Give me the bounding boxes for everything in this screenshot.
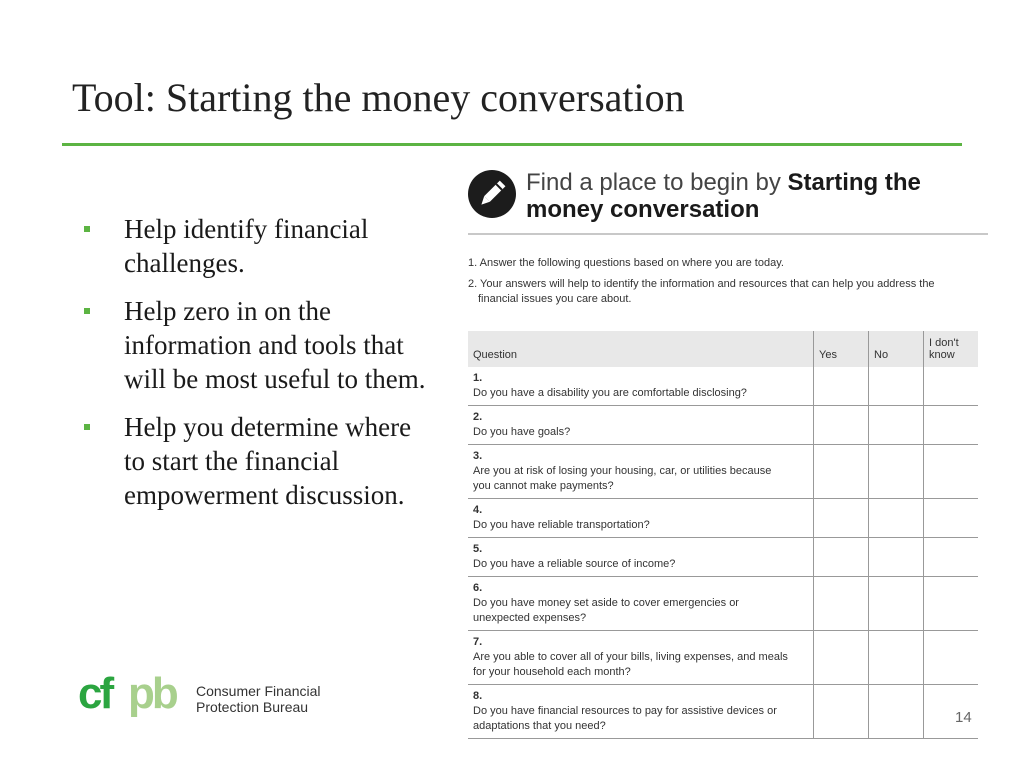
- question-text: Do you have money set aside to cover emergencies or unexpected expenses?: [473, 597, 739, 624]
- table-header-row: [468, 331, 978, 367]
- table-row: [468, 538, 978, 577]
- dont-know-cell: [924, 538, 979, 577]
- bullet-item: Help zero in on the information and tools that will be most useful to them.: [82, 294, 432, 396]
- question-number: 6.: [473, 582, 483, 594]
- bullet-square-icon: [84, 424, 90, 430]
- yes-cell: [814, 538, 869, 577]
- question-number: 8.: [473, 690, 483, 702]
- question-number: 2.: [473, 411, 483, 423]
- question-text: Do you have a reliable source of income?: [473, 558, 676, 570]
- yes-cell: [814, 406, 869, 445]
- question-number: 3.: [473, 450, 483, 462]
- cfpb-logo: [78, 672, 188, 724]
- yes-cell: [814, 631, 869, 685]
- worksheet-divider: [468, 233, 988, 235]
- no-cell: [869, 631, 924, 685]
- table-row: [468, 367, 978, 406]
- table-row: [468, 445, 978, 499]
- dont-know-cell: [924, 406, 979, 445]
- instruction-item: 1. Answer the following questions based on where you are today.: [468, 257, 784, 269]
- column-header-no: No: [869, 331, 924, 367]
- bullet-list: [82, 212, 432, 526]
- question-text: Do you have financial resources to pay for assistive devices or adaptations that you need?: [473, 705, 777, 732]
- bullet-item: Help you determine where to start the financial empowerment discussion.: [82, 410, 432, 512]
- table-row: [468, 685, 978, 739]
- column-header-yes: Yes: [814, 331, 869, 367]
- bullet-square-icon: [84, 308, 90, 314]
- column-header-dont-know: I don't know: [924, 331, 979, 367]
- question-number: 4.: [473, 504, 483, 516]
- no-cell: [869, 685, 924, 739]
- yes-cell: [814, 685, 869, 739]
- table-row: [468, 631, 978, 685]
- table-row: [468, 577, 978, 631]
- bullet-item: Help identify financial challenges.: [82, 212, 432, 280]
- no-cell: [869, 367, 924, 406]
- pencil-icon: [468, 170, 516, 218]
- page-number: 14: [955, 709, 972, 726]
- slide-title: Tool: Starting the money conversation: [72, 75, 685, 120]
- question-text: Do you have goals?: [473, 426, 571, 438]
- dont-know-cell: [924, 499, 979, 538]
- question-table: [468, 331, 978, 739]
- question-number: 1.: [473, 372, 483, 384]
- question-text: Do you have reliable transportation?: [473, 519, 650, 531]
- question-number: 7.: [473, 636, 483, 648]
- table-row: [468, 406, 978, 445]
- yes-cell: [814, 445, 869, 499]
- bullet-square-icon: [84, 226, 90, 232]
- no-cell: [869, 577, 924, 631]
- yes-cell: [814, 499, 869, 538]
- title-divider: [62, 143, 962, 146]
- worksheet-instructions: [468, 256, 968, 313]
- no-cell: [869, 445, 924, 499]
- table-row: [468, 499, 978, 538]
- dont-know-cell: [924, 631, 979, 685]
- svg-text:cf: cf: [78, 672, 112, 718]
- svg-text:pb: pb: [128, 672, 176, 718]
- yes-cell: [814, 577, 869, 631]
- yes-cell: [814, 367, 869, 406]
- worksheet-heading: Find a place to begin by Starting the money conversation: [526, 169, 921, 223]
- dont-know-cell: [924, 445, 979, 499]
- dont-know-cell: [924, 577, 979, 631]
- question-text: Do you have a disability you are comfortable disclosing?: [473, 387, 747, 399]
- question-number: 5.: [473, 543, 483, 555]
- no-cell: [869, 406, 924, 445]
- dont-know-cell: [924, 367, 979, 406]
- no-cell: [869, 499, 924, 538]
- instruction-item: 2. Your answers will help to identify the information and resources that can help you address the financial issues you care about.: [468, 278, 935, 305]
- column-header-question: Question: [468, 331, 814, 367]
- question-text: Are you able to cover all of your bills, living expenses, and meals for your household each month?: [473, 651, 788, 678]
- no-cell: [869, 538, 924, 577]
- question-text: Are you at risk of losing your housing, car, or utilities because you cannot make payments?: [473, 465, 772, 492]
- org-name: Consumer Financial Protection Bureau: [196, 683, 321, 715]
